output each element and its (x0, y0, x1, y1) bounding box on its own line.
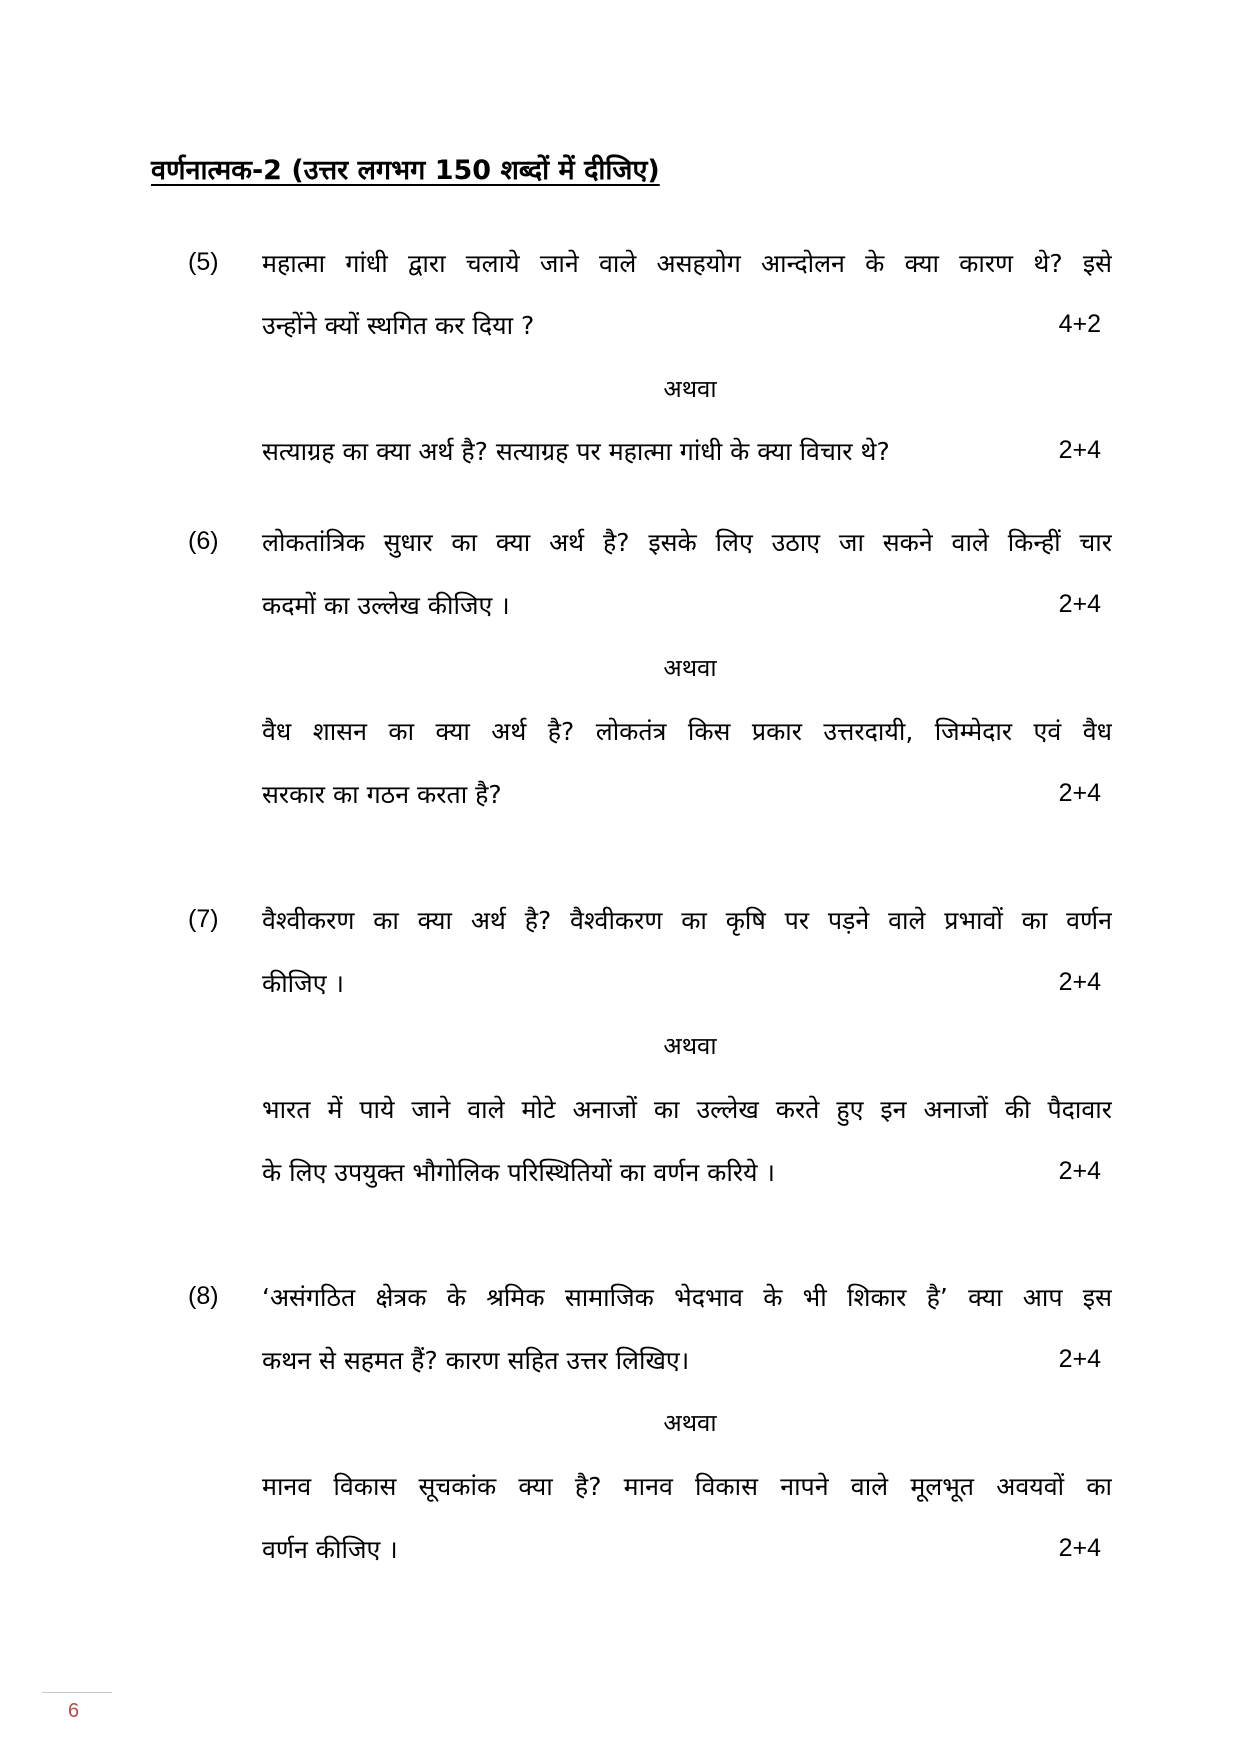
question-6-alt-line-1: वैध शासन का क्या अर्थ है? लोकतंत्र किस प्रकार उत्तरदायी, जिम्मेदार एवं वैध (262, 717, 1112, 746)
question-6-line-2: कदमों का उल्लेख कीजिए । (262, 591, 510, 620)
page-number: 6 (68, 1700, 80, 1722)
question-7-or-label: अथवा (663, 1032, 717, 1060)
question-7-marks: 2+4 (1058, 968, 1101, 996)
question-8-line-1: ‘असंगठित क्षेत्रक के श्रमिक सामाजिक भेदभाव के भी शिकार है’ क्या आप इस (262, 1283, 1112, 1312)
question-7-alt-line-2: के लिए उपयुक्त भौगोलिक परिस्थितियों का वर्णन करिये । (262, 1158, 775, 1187)
question-8-alt-line-2: वर्णन कीजिए । (262, 1535, 398, 1564)
question-8-number: (8) (188, 1282, 219, 1310)
question-5-alt-line-1: सत्याग्रह का क्या अर्थ है? सत्याग्रह पर महात्मा गांधी के क्या विचार थे? (262, 437, 890, 466)
question-7-number: (7) (188, 905, 219, 933)
question-5-number: (5) (188, 248, 219, 276)
question-5-marks: 4+2 (1058, 310, 1101, 338)
question-7-alt-marks: 2+4 (1058, 1157, 1101, 1185)
question-6-alt-line-2: सरकार का गठन करता है? (262, 780, 502, 809)
section-heading: वर्णनात्मक-2 (उत्तर लगभग 150 शब्दों में दीजिए) (151, 155, 660, 186)
question-6-alt-marks: 2+4 (1058, 779, 1101, 807)
question-7-line-2: कीजिए । (262, 969, 344, 998)
question-6-line-1: लोकतांत्रिक सुधार का क्या अर्थ है? इसके लिए उठाए जा सकने वाले किन्हीं चार (262, 528, 1112, 557)
footer-divider (42, 1692, 112, 1693)
question-5-line-1: महात्मा गांधी द्वारा चलाये जाने वाले असहयोग आन्दोलन के क्या कारण थे? इसे (262, 249, 1112, 278)
question-5-alt-marks: 2+4 (1058, 436, 1101, 464)
question-8-line-2: कथन से सहमत हैं? कारण सहित उत्तर लिखिए। (262, 1346, 690, 1375)
question-8-or-label: अथवा (663, 1409, 717, 1437)
question-6-marks: 2+4 (1058, 590, 1101, 618)
question-5-or-label: अथवा (663, 375, 717, 403)
question-8-alt-line-1: मानव विकास सूचकांक क्या है? मानव विकास नापने वाले मूलभूत अवयवों का (262, 1472, 1112, 1501)
question-6-or-label: अथवा (663, 654, 717, 682)
question-8-alt-marks: 2+4 (1058, 1534, 1101, 1562)
question-8-marks: 2+4 (1058, 1345, 1101, 1373)
question-5-line-2: उन्होंने क्यों स्थगित कर दिया ? (262, 311, 535, 340)
question-7-alt-line-1: भारत में पाये जाने वाले मोटे अनाजों का उल्लेख करते हुए इन अनाजों की पैदावार (262, 1095, 1112, 1124)
question-7-line-1: वैश्वीकरण का क्या अर्थ है? वैश्वीकरण का कृषि पर पड़ने वाले प्रभावों का वर्णन (262, 906, 1112, 935)
question-6-number: (6) (188, 527, 219, 555)
